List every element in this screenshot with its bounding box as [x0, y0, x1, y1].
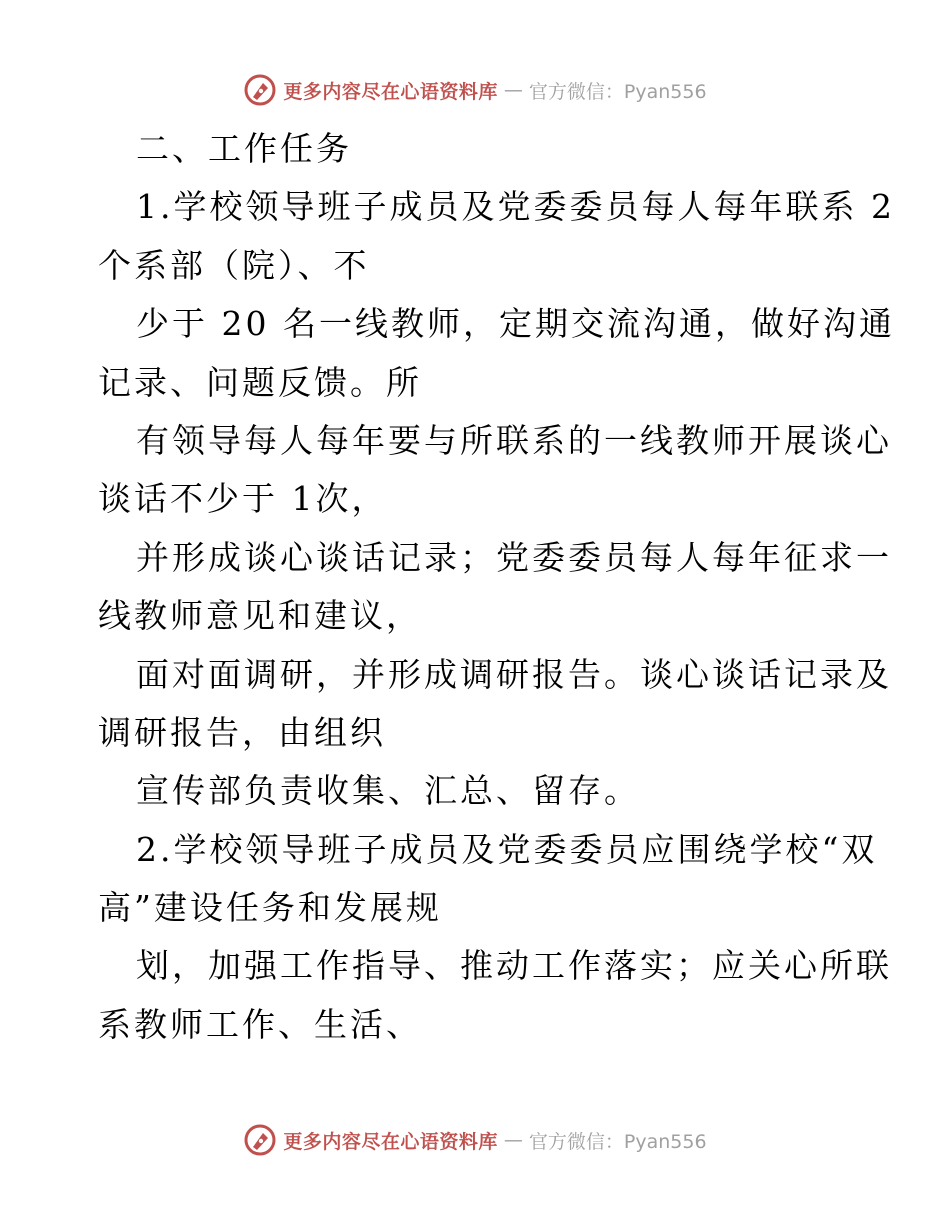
footer-watermark: [0, 1120, 950, 1160]
paragraph-line: 有领导每人每年要与所联系的一线教师开展谈心: [136, 420, 892, 460]
paragraph-line: 划，加强工作指导、推动工作落实；应关心所联: [136, 946, 892, 986]
pen-nib-logo-icon: [243, 73, 277, 107]
section-heading: 二、工作任务: [136, 129, 352, 168]
paragraph-line: 线教师意见和建议，: [98, 596, 422, 636]
paragraph-line: 面对面调研，并形成调研报告。谈心谈话记录及: [136, 654, 892, 694]
document-body: [98, 120, 895, 1054]
paragraph-line: 高”建设任务和发展规: [98, 888, 442, 928]
paragraph-line: 并形成谈心谈话记录；党委委员每人每年征求一: [136, 537, 892, 577]
watermark-separator: —: [503, 1129, 523, 1151]
paragraph-line: 系教师工作、生活、: [98, 1004, 422, 1044]
paragraph-line: 宣传部负责收集、汇总、留存。: [136, 771, 640, 811]
paragraph-line: 1.学校领导班子成员及党委委员每人每年联系 2: [136, 187, 895, 227]
watermark-text: 更多内容尽在心语资料库: [283, 1130, 498, 1153]
paragraph-line: 少于 20 名一线教师，定期交流沟通，做好沟通: [136, 304, 895, 344]
paragraph-line: 个系部（院）、不: [98, 245, 370, 285]
watermark-wechat: 官方微信：Pyan556: [528, 1130, 707, 1153]
paragraph-line: 记录、问题反馈。所: [98, 362, 422, 402]
watermark-separator: —: [503, 79, 523, 101]
paragraph-line: 2.学校领导班子成员及党委委员应围绕学校“双: [136, 829, 878, 869]
paragraph-line: 谈话不少于 1次，: [98, 479, 388, 519]
watermark-text: 更多内容尽在心语资料库: [283, 80, 498, 103]
paragraph-line: 调研报告，由组织: [98, 712, 386, 752]
pen-nib-logo-icon: [243, 1123, 277, 1157]
header-watermark: [0, 70, 950, 110]
watermark-wechat: 官方微信：Pyan556: [528, 80, 707, 103]
